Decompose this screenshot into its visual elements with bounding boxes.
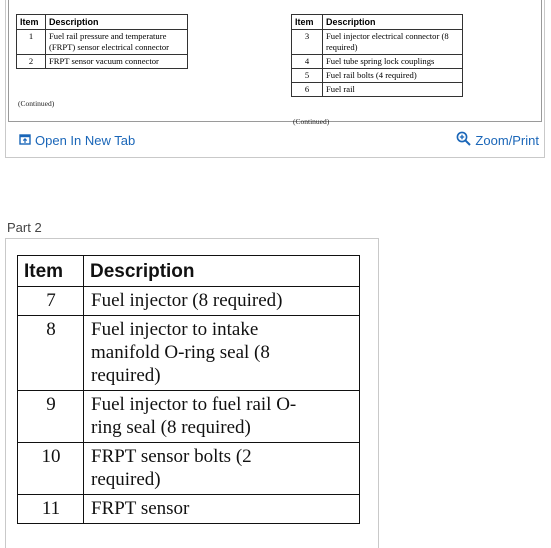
item-header: Item <box>292 15 323 30</box>
item-number: 6 <box>292 83 323 97</box>
item-description: FRPT sensor vacuum connector <box>46 55 188 69</box>
table-header-row <box>17 15 188 30</box>
zoom-in-icon <box>456 131 475 149</box>
table-row <box>292 55 463 69</box>
item-number: 3 <box>292 30 323 55</box>
table-row <box>292 83 463 97</box>
item-description: Fuel injector to intake manifold O-ring seal (8 required) <box>84 316 360 391</box>
item-number: 10 <box>18 443 84 495</box>
continued-note: (Continued) <box>293 117 330 126</box>
table-row <box>17 55 188 69</box>
open-in-new-tab-link[interactable] <box>19 133 135 148</box>
item-description: FRPT sensor <box>84 495 360 524</box>
item-number: 11 <box>18 495 84 524</box>
item-description: Fuel injector to fuel rail O-ring seal (8 required) <box>84 391 360 443</box>
table-row <box>17 30 188 55</box>
item-number: 4 <box>292 55 323 69</box>
table-row <box>18 495 360 524</box>
open-in-new-tab-label: Open In New Tab <box>35 133 136 148</box>
part1-right-table <box>291 14 463 97</box>
table-row <box>292 30 463 55</box>
item-description: FRPT sensor bolts (2 required) <box>84 443 360 495</box>
table-row <box>18 287 360 316</box>
part1-left-table <box>16 14 188 69</box>
table-header-row <box>18 256 360 287</box>
item-description: Fuel injector (8 required) <box>84 287 360 316</box>
part1-panel <box>5 0 545 158</box>
continued-note: (Continued) <box>18 99 55 108</box>
open-new-tab-icon <box>19 133 35 148</box>
table-row <box>18 316 360 391</box>
item-description: Fuel rail bolts (4 required) <box>323 69 463 83</box>
zoom-print-link[interactable] <box>456 131 539 149</box>
item-number: 8 <box>18 316 84 391</box>
part-2-heading: Part 2 <box>7 220 42 235</box>
table-row <box>292 69 463 83</box>
item-number: 2 <box>17 55 46 69</box>
description-header: Description <box>323 15 463 30</box>
item-number: 1 <box>17 30 46 55</box>
description-header: Description <box>46 15 188 30</box>
item-description: Fuel rail <box>323 83 463 97</box>
table-header-row <box>292 15 463 30</box>
item-description: Fuel rail pressure and temperature (FRPT) sensor electrical connector <box>46 30 188 55</box>
description-header: Description <box>84 256 360 287</box>
table-row <box>18 391 360 443</box>
part2-table <box>17 255 360 524</box>
part1-image[interactable] <box>8 0 542 126</box>
item-header: Item <box>18 256 84 287</box>
item-description: Fuel injector electrical connector (8 required) <box>323 30 463 55</box>
item-header: Item <box>17 15 46 30</box>
part2-panel[interactable] <box>5 238 379 548</box>
item-description: Fuel tube spring lock couplings <box>323 55 463 69</box>
item-number: 5 <box>292 69 323 83</box>
image-toolbar <box>6 127 544 155</box>
table-row <box>18 443 360 495</box>
item-number: 9 <box>18 391 84 443</box>
zoom-print-label: Zoom/Print <box>475 132 539 148</box>
item-number: 7 <box>18 287 84 316</box>
